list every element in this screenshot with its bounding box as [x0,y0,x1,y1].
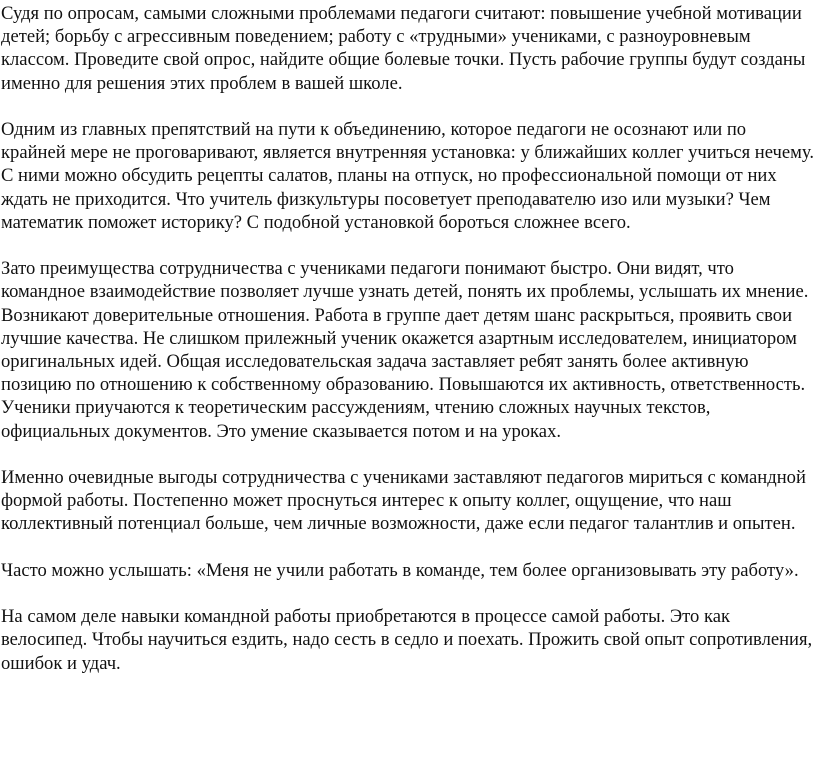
paragraph-learning-by-doing: На самом деле навыки командной работы приобретаются в процессе самой работы. Это как велосипед. Чтобы научиться ездить, надо сесть в седло и поехать. Прожить свой опыт сопротивления, ошибок и удач. [1,606,813,674]
paragraph-internal-barrier: Одним из главных препятствий на пути к объединению, которое педагоги не осознают или по крайней мере не проговаривают, является внутренняя установка: у ближайших коллег учиться нечему. С ними можно обсудить рецепты салатов, планы на отпуск, но профессиональной помощи от них ждать не приходится. Что учитель физкультуры посоветует преподавателю изо или музыки? Чем математик поможет историку? С подобной установкой бороться сложнее всего. [1,119,814,233]
paragraph-student-cooperation: Зато преимущества сотрудничества с учениками педагоги понимают быстро. Они видят, что командное взаимодействие позволяет лучше узнать детей, понять их проблемы, услышать их мнение. Возникают доверительные отношения. Работа в группе дает детям шанс раскрыться, проявить свои лучшие качества. Не слишком прилежный ученик окажется азартным исследователем, инициатором оригинальных идей. Общая исследовательская задача заставляет ребят занять более активную позицию по отношению к собственному образованию. Повышаются их активность, ответственность. Ученики приучаются к теоретическим рассуждениям, чтению сложных научных текстов, официальных документов. Это умение сказывается потом и на уроках. [1,258,809,442]
paragraph-obvious-benefits: Именно очевидные выгоды сотрудничества с учениками заставляют педагогов мириться с командной формой работы. Постепенно может проснуться интерес к опыту коллег, ощущение, что наш коллективный потенциал больше, чем личные возможности, даже если педагог талантлив и опытен. [1,467,806,535]
paragraph-survey-problems: Судя по опросам, самыми сложными проблемами педагоги считают: повышение учебной мотивации детей; борьбу с агрессивным поведением; работу с «трудными» учениками, с разноуровневым классом. Проведите свой опрос, найдите общие болевые точки. Пусть рабочие группы будут созданы именно для решения этих проблем в вашей школе. [1,3,806,94]
paragraph-common-objection: Часто можно услышать: «Меня не учили работать в команде, тем более организовывать эту работу». [1,559,799,581]
